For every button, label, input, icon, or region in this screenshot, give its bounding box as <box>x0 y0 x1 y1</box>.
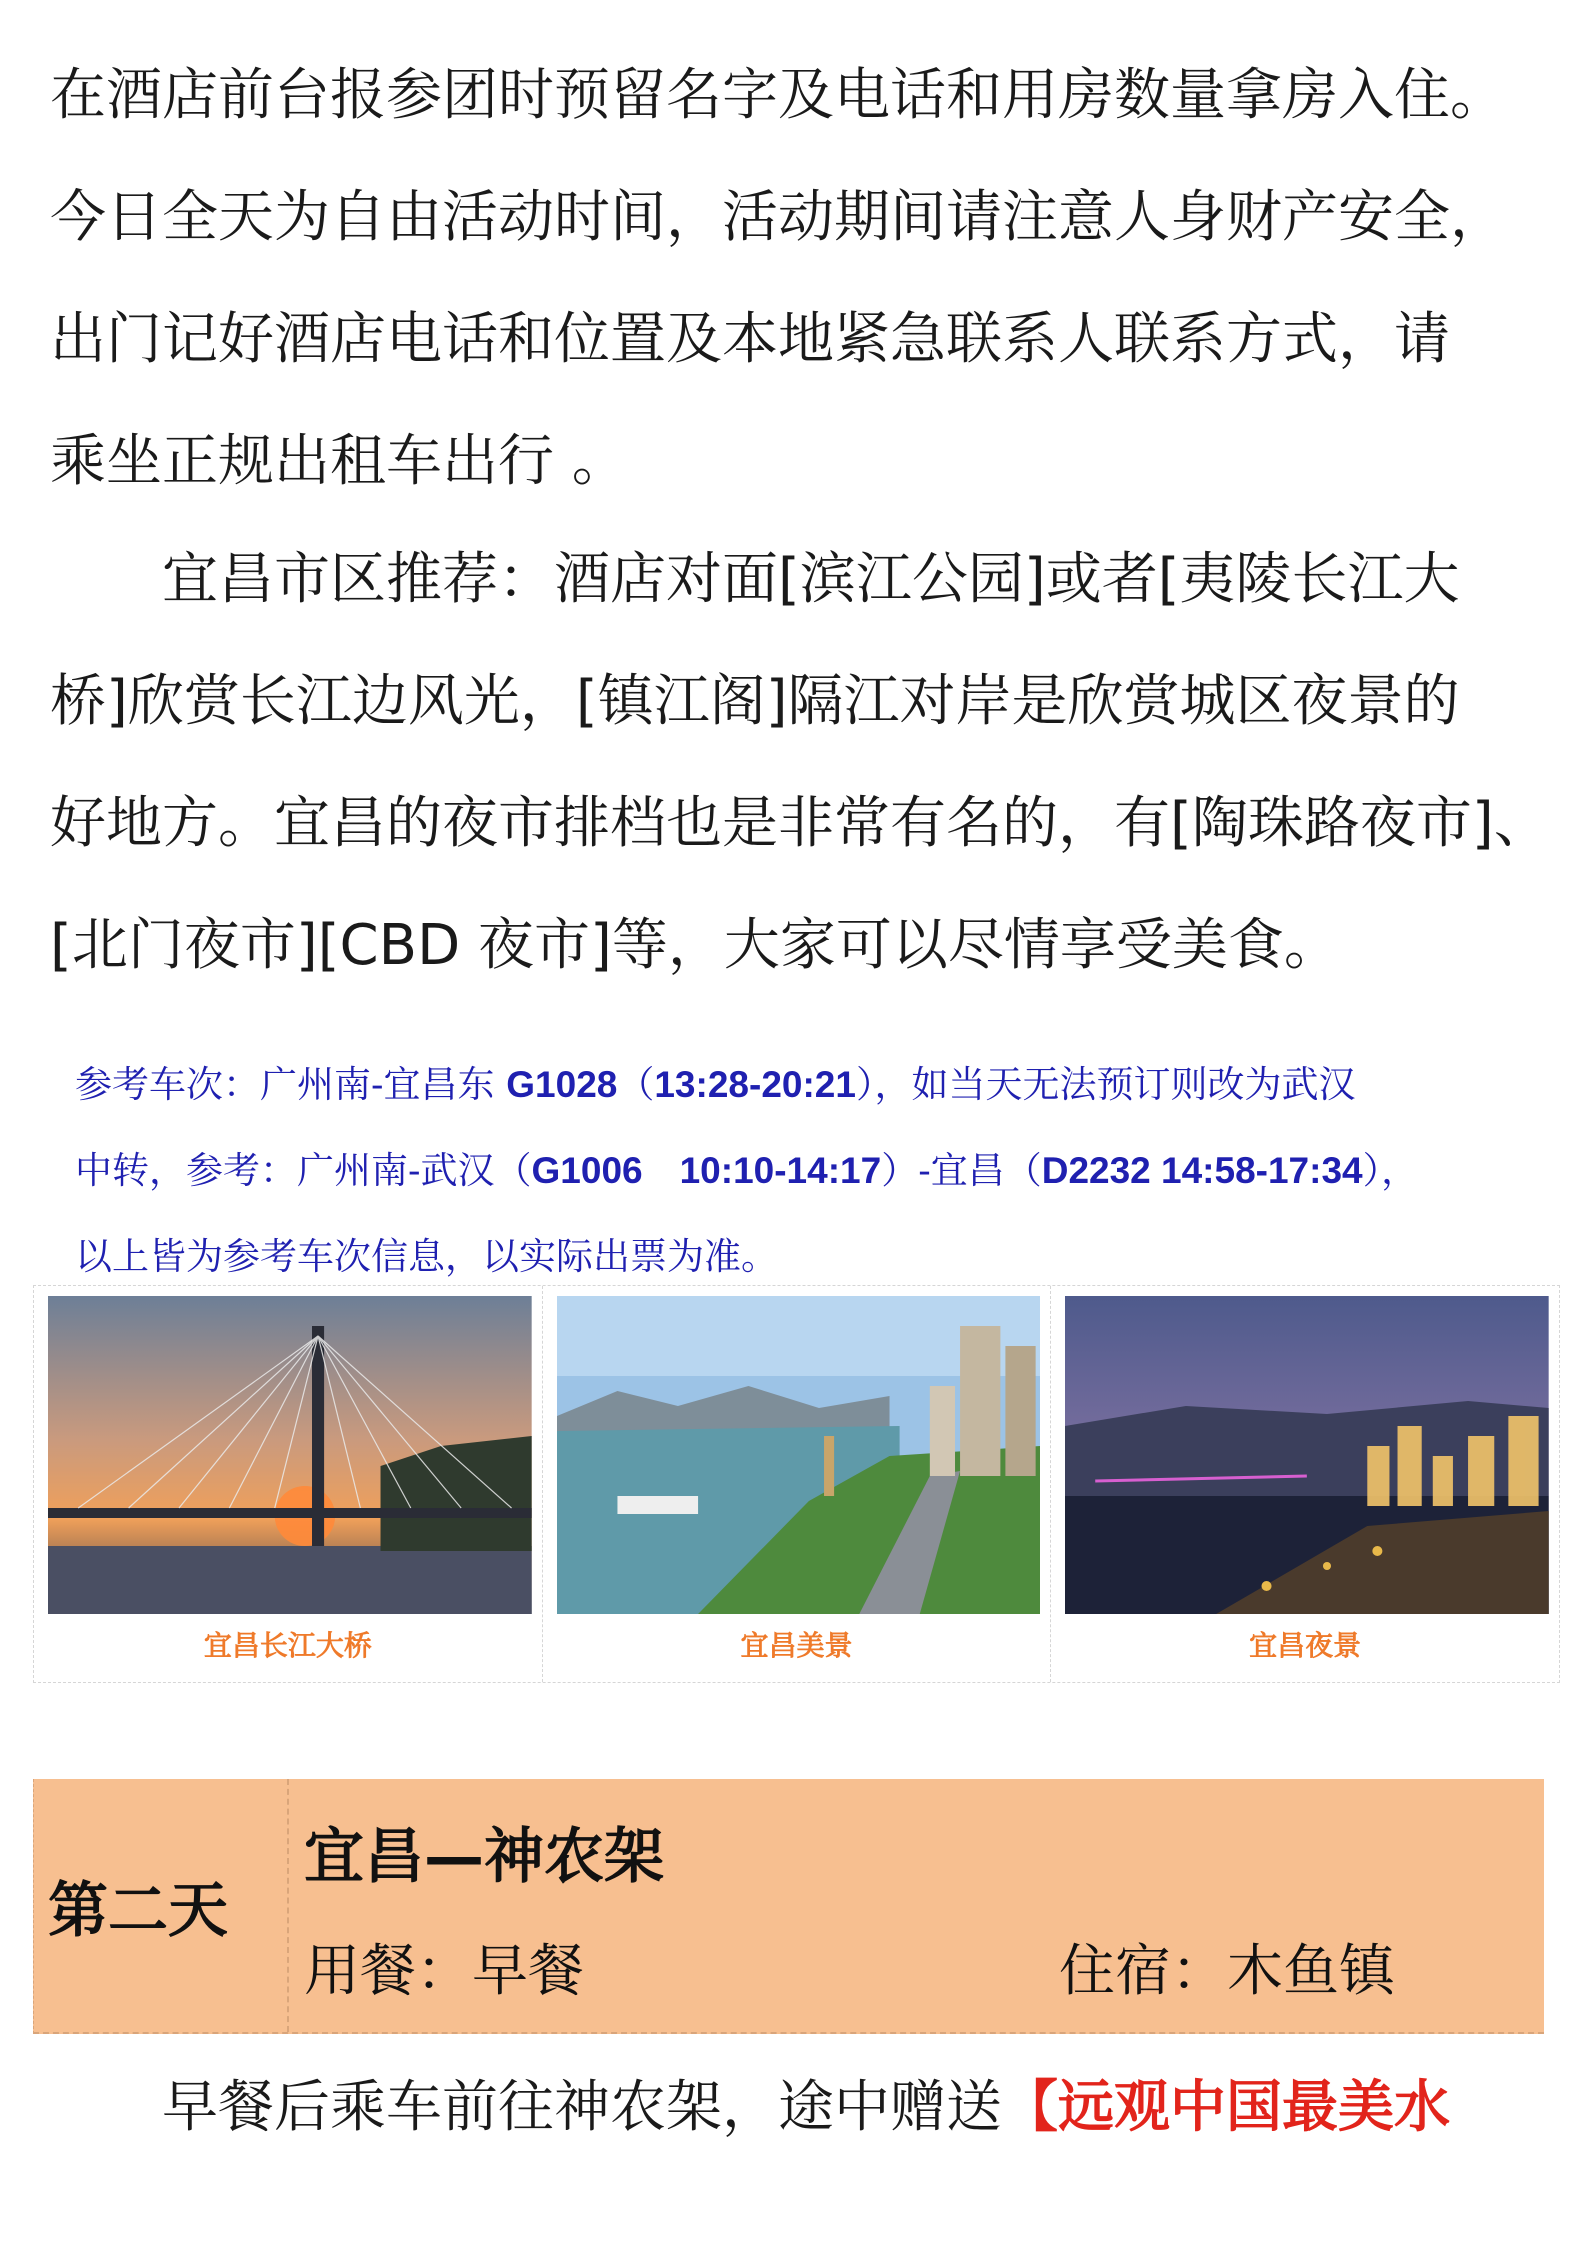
text-line: 好地方。宜昌的夜市排档也是非常有名的，有[陶珠路夜市]、 <box>50 791 1550 856</box>
text-line: 今日全天为自由活动时间，活动期间请注意人身财产安全， <box>50 185 1506 250</box>
text-line: 在酒店前台报参团时预留名字及电话和用房数量拿房入住。 <box>50 63 1506 128</box>
text-line: [北门夜市][CBD 夜市]等，大家可以尽情享受美食。 <box>50 913 1340 978</box>
train-text: ），如当天无法预订则改为武汉 <box>855 1063 1356 1106</box>
text-line: 乘坐正规出租车出行 。 <box>50 429 628 494</box>
train-code: G1028 <box>506 1064 618 1105</box>
photo-cell-bridge <box>34 1286 543 1682</box>
train-text: ）-宜昌（ <box>881 1149 1042 1192</box>
text-line: 出门记好酒店电话和位置及本地紧急联系人联系方式，请 <box>50 307 1450 372</box>
day2-paragraph <box>50 2047 1560 2169</box>
day-route: 宜昌—神农架 <box>304 1822 664 1892</box>
meal-info: 用餐：早餐 <box>304 1939 584 2004</box>
night-view-photo <box>1065 1296 1549 1614</box>
text-line: 早餐后乘车前往神农架，途中赠送 <box>162 2075 1002 2140</box>
train-text: ）， <box>1362 1149 1419 1192</box>
photo-cell-night <box>1051 1286 1559 1682</box>
train-time: 13:28-20:21 <box>654 1064 856 1105</box>
photo-cell-scenery <box>543 1286 1052 1682</box>
train-text: 中转，参考：广州南-武汉（ <box>75 1149 532 1192</box>
city-river-photo <box>557 1296 1041 1614</box>
train-code: G1006 10:10-14:17 <box>531 1150 882 1191</box>
arrival-paragraph <box>50 35 1560 523</box>
train-text: 以上皆为参考车次信息，以实际出票为准。 <box>75 1235 778 1278</box>
train-code: D2232 14:58-17:34 <box>1041 1150 1363 1191</box>
day-header <box>33 1779 1544 2034</box>
bridge-sunset-photo <box>48 1296 532 1614</box>
day-divider <box>287 1779 289 2032</box>
day-label: 第二天 <box>48 1875 228 1946</box>
recommendation-paragraph <box>50 519 1560 1007</box>
photo-caption: 宜昌长江大桥 <box>203 1630 372 1661</box>
train-reference <box>75 1042 1560 1300</box>
train-text: （ <box>617 1063 655 1106</box>
train-text: 参考车次：广州南-宜昌东 <box>75 1063 507 1106</box>
text-line: 桥]欣赏长江边风光，[镇江阁]隔江对岸是欣赏城区夜景的 <box>50 669 1460 734</box>
highlight-text: 【远观中国最美水 <box>1002 2075 1450 2140</box>
photo-gallery <box>33 1285 1560 1683</box>
text-line: 宜昌市区推荐：酒店对面[滨江公园]或者[夷陵长江大 <box>162 547 1460 612</box>
stay-info: 住宿：木鱼镇 <box>1059 1939 1395 2004</box>
photo-caption: 宜昌美景 <box>740 1630 853 1661</box>
photo-caption: 宜昌夜景 <box>1249 1630 1362 1661</box>
